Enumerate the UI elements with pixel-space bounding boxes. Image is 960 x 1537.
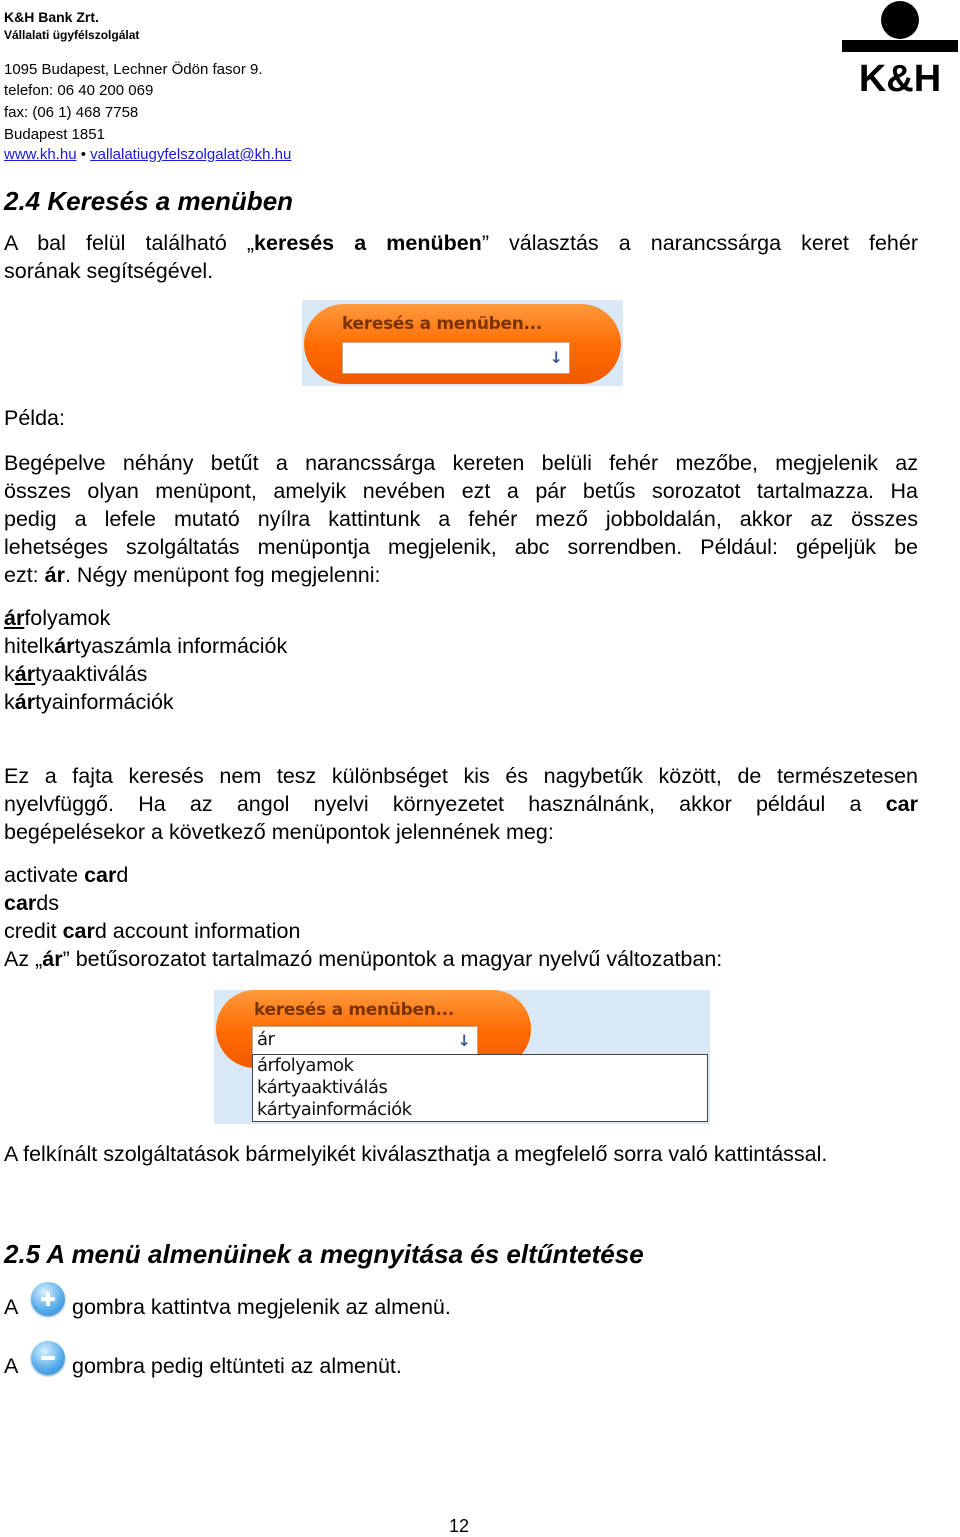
dropdown-arrow-icon[interactable]: ↓ [457,1031,471,1050]
result-item: kártyainformációk [4,690,174,714]
dropdown-option[interactable]: kártyaaktiválás [257,1077,388,1098]
fax: fax: (06 1) 468 7758 [4,104,139,121]
search-widget-results [214,990,710,1124]
result-item: hitelkártyaszámla információk [4,634,288,658]
section-title-2-4: 2.4 Keresés a menüben [4,186,294,216]
para1-line-3: pedig a lefele mutató nyílra kattintunk a fehér mező jobboldalán, akkor az összes [4,507,918,531]
result-item: kártyaaktiválás [4,662,148,686]
para2-line-2: nyelvfüggő. Ha az angol nyelvi környezetet használnánk, akkor például a car [4,792,918,816]
dropdown-option[interactable]: árfolyamok [257,1055,354,1076]
para1-line-2: összes olyan menüpont, amelyik nevében ezt a pár betűs sorozatot tartalmazza. Ha [4,479,918,503]
intro-line-1: A bal felül található „keresés a menüben” választás a narancssárga keret fehér [4,231,918,255]
search-widget-example [302,300,623,386]
intro-line-2: sorának segítségével. [4,259,214,283]
email-link[interactable]: vallalatiugyfelszolgalat@kh.hu [90,146,292,163]
phone: telefon: 06 40 200 069 [4,82,154,99]
address: 1095 Budapest, Lechner Ödön fasor 9. [4,61,263,78]
minus-icon[interactable] [31,1341,65,1375]
department-name: Vállalati ügyfélszolgálat [4,28,140,42]
kh-logo [842,0,958,96]
para2-line-3: begépelésekor a következő menüpontok jelennének meg: [4,820,554,844]
plus-line-prefix: A [4,1295,19,1319]
closing-line: A felkínált szolgáltatások bármelyikét kiválaszthatja a megfelelő sorra való kattintással. [4,1142,828,1166]
en-result-item: activate card [4,863,129,887]
company-name: K&H Bank Zrt. [4,9,99,25]
plus-icon[interactable] [31,1282,65,1316]
search-frame [304,304,621,384]
search-input-value: ár [257,1029,275,1050]
search-dropdown-list [252,1054,708,1122]
logo-text: K&H [858,58,942,96]
hu-intro: Az „ár” betűsorozatot tartalmazó menüpontok a magyar nyelvű változatban: [4,947,723,971]
en-result-item: cards [4,891,60,915]
section-title-2-5: 2.5 A menü almenüinek a megnyitása és eltűntetése [4,1239,644,1269]
minus-line-text: gombra pedig eltünteti az almenüt. [72,1354,402,1378]
search-label: keresés a menüben... [342,314,542,334]
plus-line-text: gombra kattintva megjelenik az almenü. [72,1295,451,1319]
search-input[interactable] [252,1026,478,1056]
result-item: árfolyamok [4,606,111,630]
para2-line-1: Ez a fajta keresés nem tesz különbséget kis és nagybetűk között, de természetesen [4,764,918,788]
search-input[interactable] [342,342,570,374]
contact-links [4,146,291,163]
dropdown-option[interactable]: kártyainformációk [257,1099,412,1120]
minus-line-prefix: A [4,1354,19,1378]
separator: • [80,146,86,163]
en-result-item: credit card account information [4,919,301,943]
para1-line-5: ezt: ár. Négy menüpont fog megjelenni: [4,563,381,587]
search-label: keresés a menüben... [254,1000,454,1020]
city: Budapest 1851 [4,126,105,143]
page-number: 12 [449,1516,470,1536]
example-label: Példa: [4,406,65,430]
website-link[interactable]: www.kh.hu [4,146,77,163]
dropdown-arrow-icon[interactable]: ↓ [549,348,563,367]
para1-line-4: lehetséges szolgáltatás menüpontja megjelenik, abc sorrendben. Például: gépeljük be [4,535,918,559]
para1-line-1: Begépelve néhány betűt a narancssárga kereten belüli fehér mezőbe, megjelenik az [4,451,918,475]
